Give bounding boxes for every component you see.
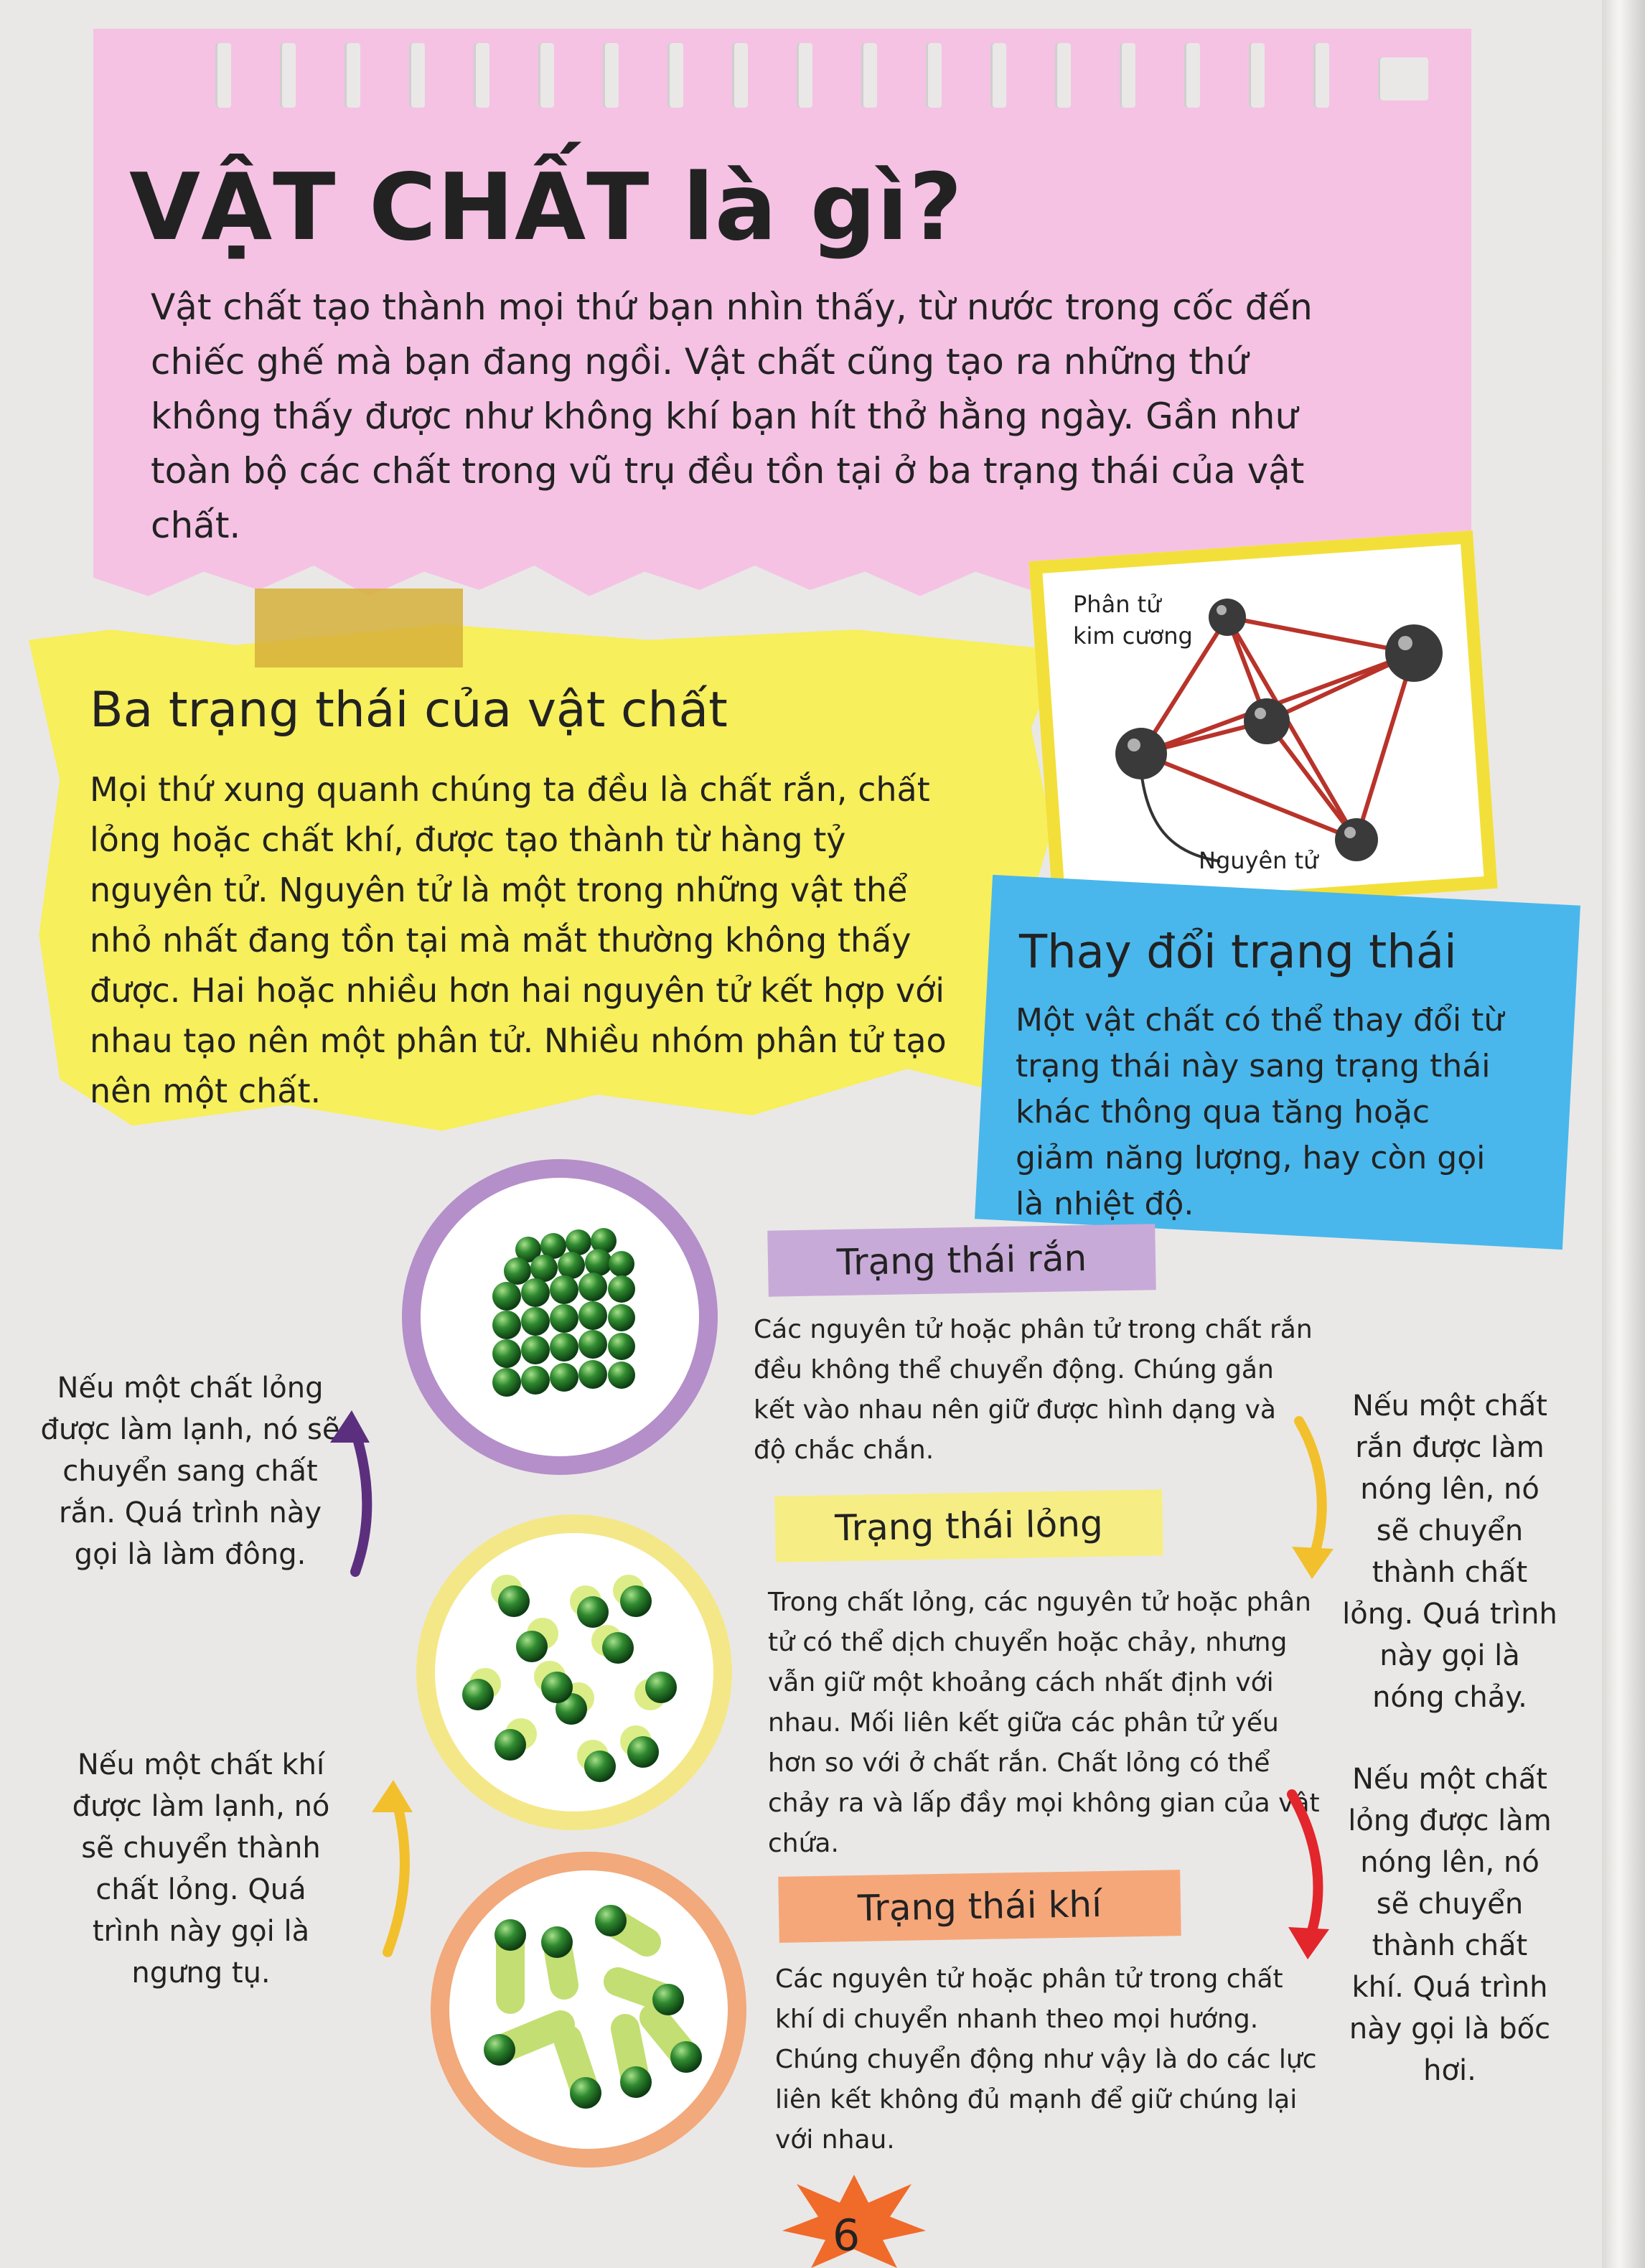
diamond-molecule-label: Phân tử kim cương <box>1073 591 1193 650</box>
liquid-state-label: Trạng thái lỏng <box>774 1489 1163 1562</box>
freezing-arrow-icon <box>316 1407 402 1579</box>
intro-text: Vật chất tạo thành mọi thứ bạn nhìn thấy, từ nước trong cốc đến chiếc ghế mà bạn đang ngồi. Vật chất cũng tạo ra những thứ không thấy được như không khí bạn hít thở hằng ngày. Gần như toàn bộ các chất trong vũ trụ đều tồn tại ở ba trạng thái của vật chất. <box>151 286 1313 546</box>
change-title: Thay đổi trạng thái <box>1019 926 1457 979</box>
page-title: VẬT CHẤT là gì? <box>129 154 963 261</box>
notebook-holes <box>93 43 1471 108</box>
atom-label: Nguyên tử <box>1199 847 1318 874</box>
states-body: Mọi thứ xung quanh chúng ta đều là chất rắn, chất lỏng hoặc chất khí, được tạo thành từ hàng tỷ nguyên tử. Nguyên tử là một trong những vật thể nhỏ nhất đang tồn tại mà mắt thường không thấy được. Hai hoặc nhiều hơn hai nguyên tử kết hợp với nhau tạo nên một phân tử. Nhiều nhóm phân tử tạo nên một chất. <box>90 770 947 1110</box>
liquid-molecules-icon <box>442 1540 708 1806</box>
atom-icon <box>1385 624 1443 682</box>
solid-circle <box>402 1159 718 1475</box>
gas-circle <box>431 1852 746 2168</box>
tape-decoration <box>255 589 463 667</box>
evaporation-note: Nếu một chất lỏng được làm nóng lên, nó sẽ chuyển thành chất khí. Quá trình này gọi là bốc hơi. <box>1348 1763 1552 2087</box>
liquid-circle <box>416 1514 732 1830</box>
melting-arrow-icon <box>1270 1407 1356 1586</box>
gas-state-label: Trạng thái khí <box>778 1870 1181 1943</box>
atom-icon <box>1115 728 1167 779</box>
condensation-note: Nếu một chất khí được làm lạnh, nó sẽ chuyển thành chất lỏng. Quá trình này gọi là ngưng tụ. <box>72 1748 330 1990</box>
atom-icon <box>1335 818 1378 861</box>
liquid-state-desc: Trong chất lỏng, các nguyên tử hoặc phân tử có thể dịch chuyển hoặc chảy, nhưng vẫn giữ một khoảng cách nhất định với nhau. Mối liên kết giữa các phân tử yếu hơn so với ở chất rắn. Chất lỏng có thể chảy ra và lấp đầy mọi không gian của vật chứa. <box>768 1588 1320 1858</box>
page-edge <box>1602 0 1645 2268</box>
gas-state-desc: Các nguyên tử hoặc phân tử trong chất khí di chuyển nhanh theo mọi hướng. Chúng chuyển động như vậy là do các lực liên kết không đủ mạnh để giữ chúng lại với nhau. <box>775 1964 1317 2155</box>
states-title: Ba trạng thái của vật chất <box>90 682 728 739</box>
freezing-note: Nếu một chất lỏng được làm lạnh, nó sẽ chuyển sang chất rắn. Quá trình này gọi là làm đông. <box>40 1372 340 1571</box>
atom-icon <box>1244 698 1290 744</box>
evaporation-arrow-icon <box>1263 1780 1349 1967</box>
melting-note: Nếu một chất rắn được làm nóng lên, nó sẽ chuyển thành chất lỏng. Quá trình này gọi là nóng chảy. <box>1342 1390 1557 1714</box>
solid-lattice-icon <box>464 1221 665 1422</box>
solid-state-desc: Các nguyên tử hoặc phân tử trong chất rắn đều không thể chuyển động. Chúng gắn kết vào nhau nên giữ được hình dạng và độ chắc chắn. <box>754 1315 1313 1465</box>
page-number: 6 <box>833 2211 861 2261</box>
gas-molecules-icon <box>456 1878 722 2143</box>
change-body: Một vật chất có thể thay đổi từ trạng thái này sang trạng thái khác thông qua tăng hoặc giảm năng lượng, hay còn gọi là nhiệt độ. <box>1016 1002 1504 1222</box>
condensation-arrow-icon <box>352 1773 438 1959</box>
solid-state-label: Trạng thái rắn <box>767 1224 1156 1296</box>
atom-icon <box>1209 599 1246 636</box>
